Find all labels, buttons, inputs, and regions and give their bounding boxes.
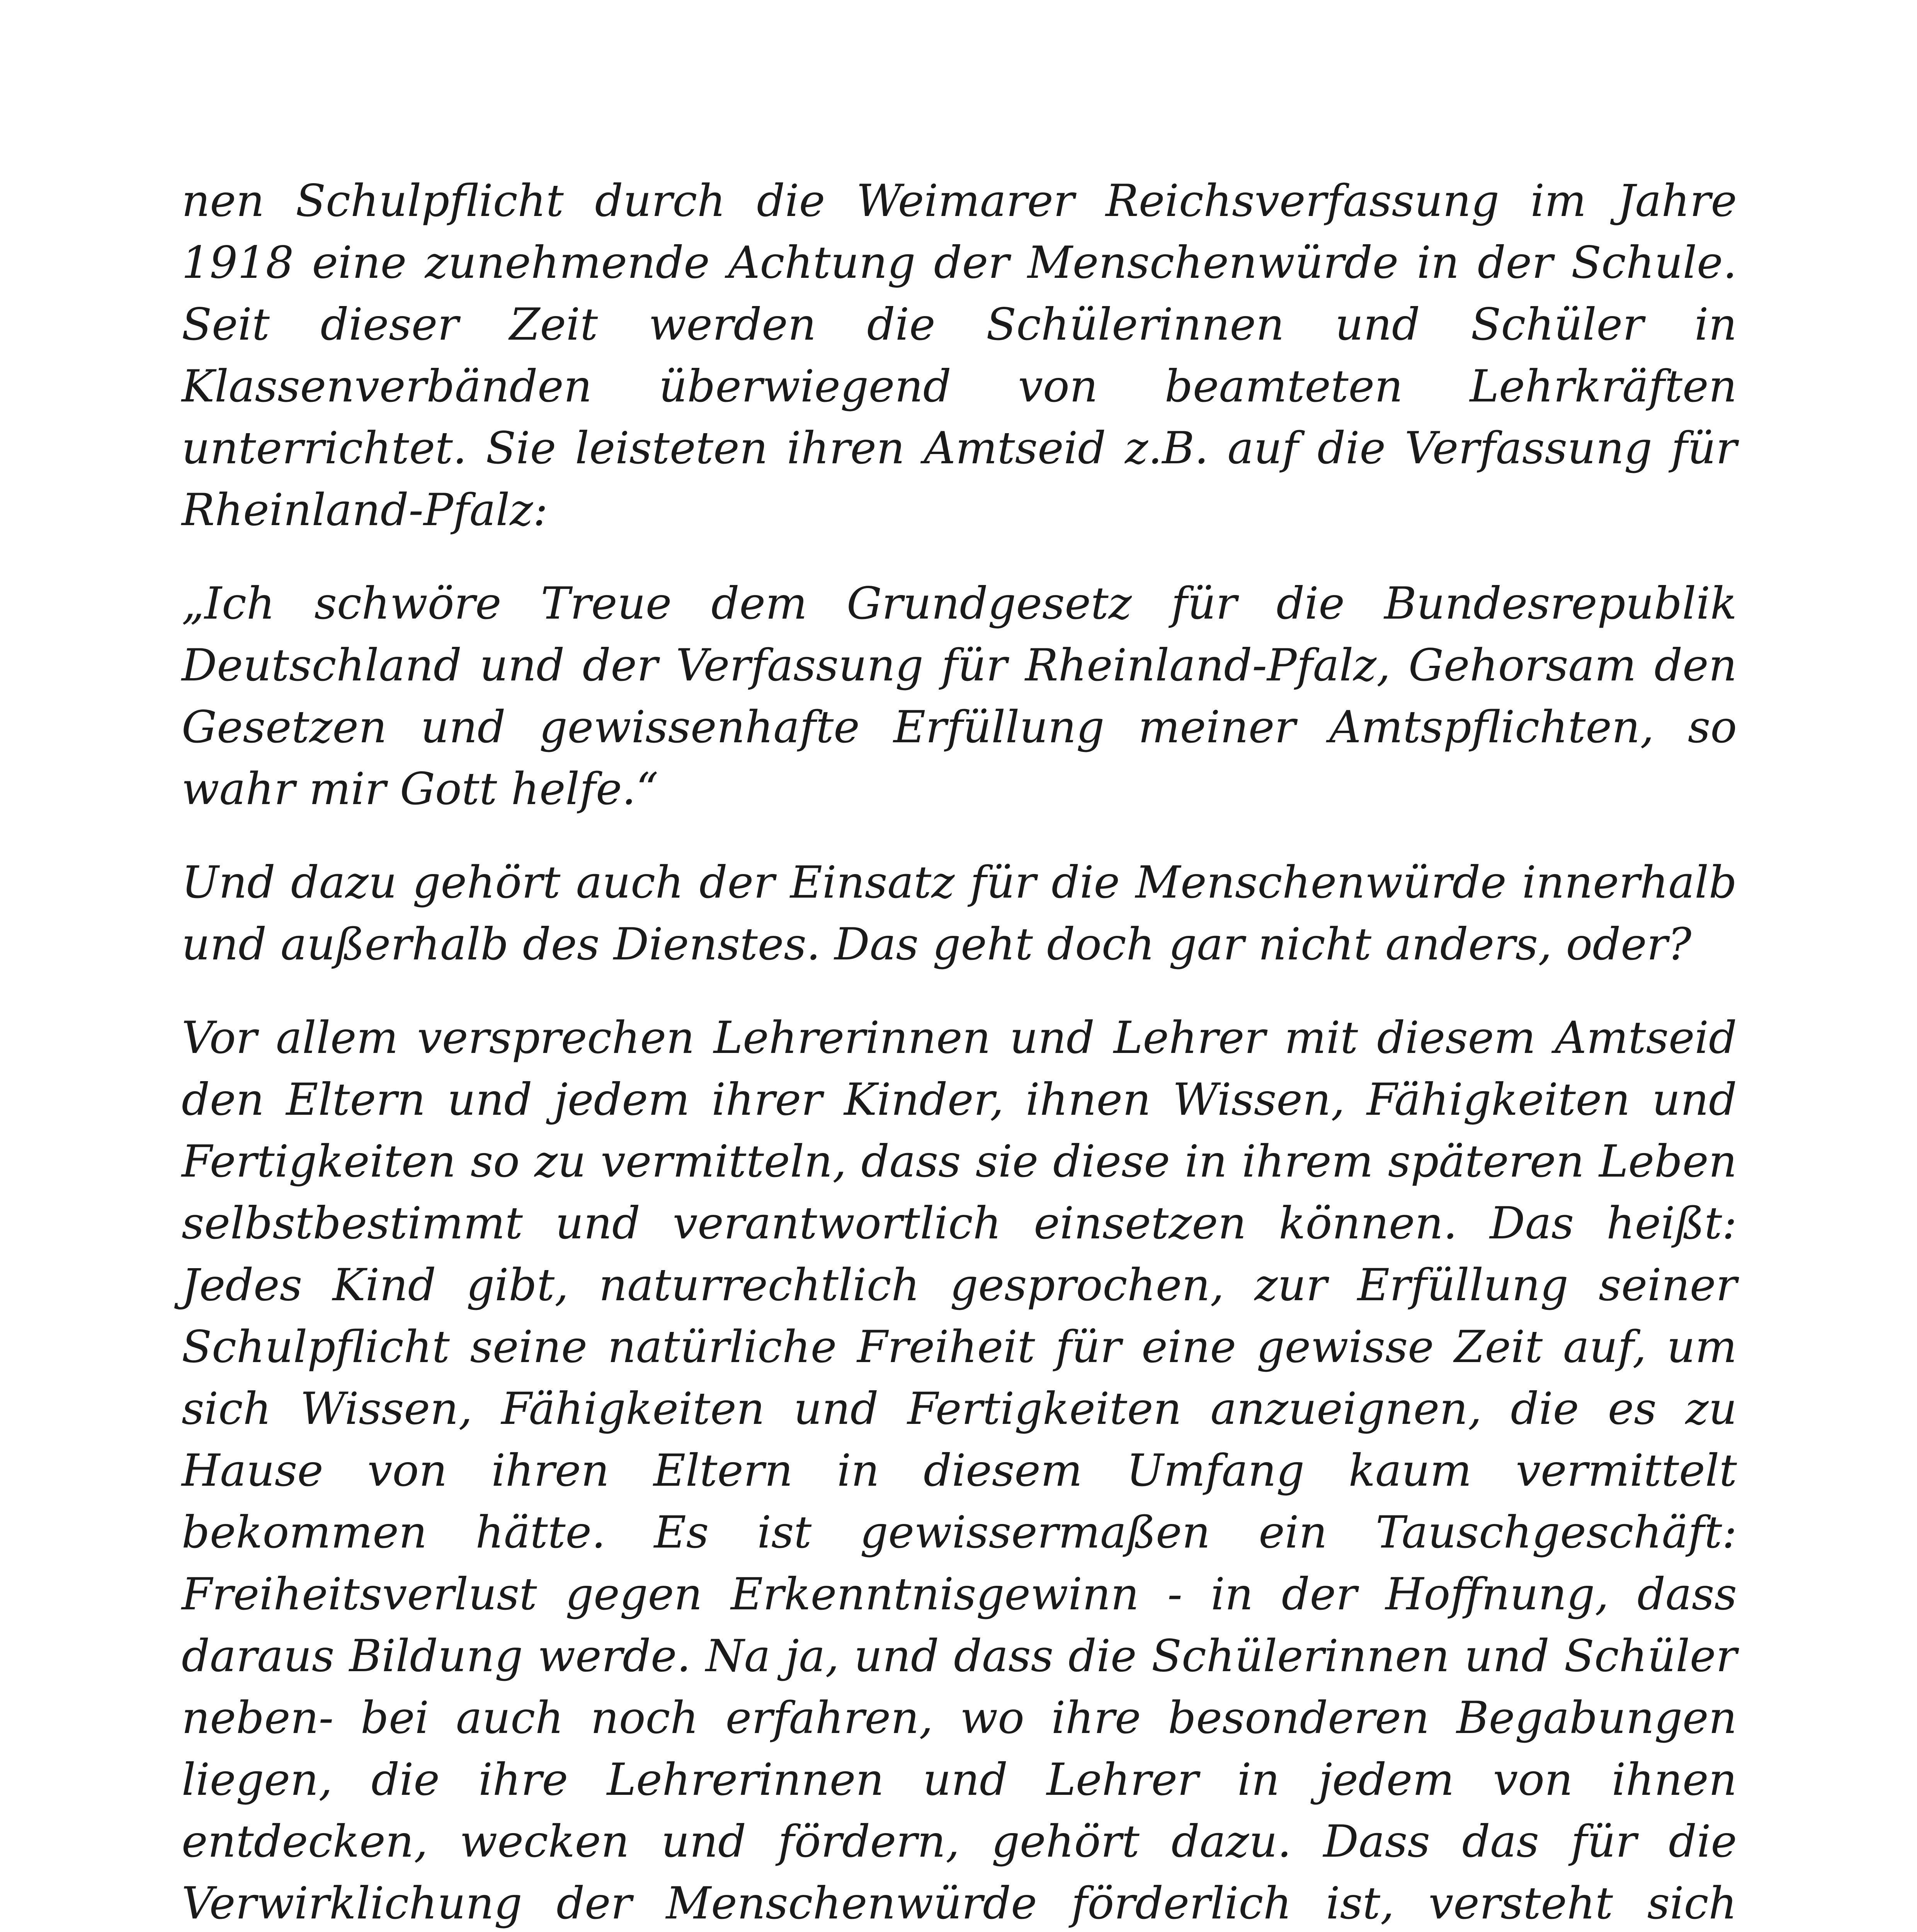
paragraph-4: Vor allem versprechen Lehrerinnen und Lehrer mit diesem Amtseid den Eltern und jedem ihrer Kinder, ihnen Wissen, Fähigkeiten und Fertigkeiten so zu vermitteln, dass sie diese in ihrem späteren Leben selbstbestimmt und verantwortlich einsetzen können. Das heißt: Jedes Kind gibt, naturrechtlich gesprochen, zur Erfüllung seiner Schulpflicht seine natürliche Freiheit für eine gewisse Zeit auf, um sich Wissen, Fähigkeiten und Fertigkeiten anzueignen, die es zu Hause von ihren Eltern in diesem Umfang kaum vermittelt bekommen hätte. Es ist gewissermaßen ein Tauschgeschäft: Freiheitsverlust gegen Erkenntnisgewinn - in der Hoffnung, dass daraus Bildung werde. Na ja, und dass die Schülerinnen und Schüler neben- bei auch noch erfahren, wo ihre besonderen Begabungen liegen, die ihre Lehrerinnen und Lehrer in jedem von ihnen entdecken, wecken und fördern, gehört dazu. Dass das für die Verwirklichung der Menschenwürde förderlich ist, versteht sich [182,1012,1737,1929]
body-text [182,170,1737,1932]
paragraph-1: nen Schulpflicht durch die Weimarer Reichsverfassung im Jahre 1918 eine zunehmende Achtung der Menschenwürde in der Schule. Seit dieser Zeit werden die Schülerinnen und Schüler in Klassenverbänden überwiegend von beamteten Lehrkräften unterrichtet. Sie leisteten ihren Amtseid z.B. auf die Verfassung für Rheinland-Pfalz: [182,175,1737,536]
paragraph-2-oath-quote: „Ich schwöre Treue dem Grundgesetz für die Bundesrepublik Deutschland und der Verfassung für Rheinland-Pfalz, Gehorsam den Gesetzen und gewissenhafte Erfüllung meiner Amtspflichten, so wahr mir Gott helfe.“ [182,578,1737,815]
paragraph-3: Und dazu gehört auch der Einsatz für die Menschenwürde innerhalb und außerhalb des Dienstes. Das geht doch gar nicht anders, oder? [182,857,1737,970]
